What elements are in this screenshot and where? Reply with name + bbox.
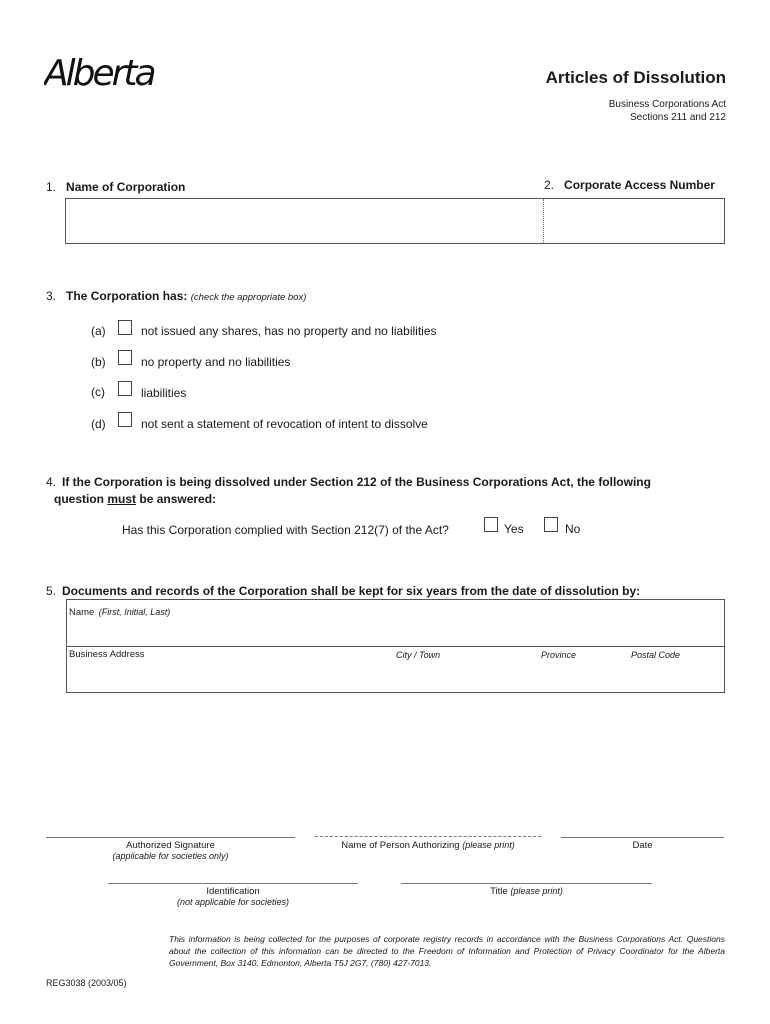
q3-number: 3. — [46, 289, 57, 303]
business-address-label: Business Address — [69, 649, 145, 660]
corporation-name-field[interactable] — [67, 200, 542, 242]
q3-hint: (check the appropriate box) — [190, 292, 307, 303]
option-d-text: not sent a statement of revocation of intent to dissolve — [141, 417, 428, 431]
date-line[interactable] — [561, 837, 724, 838]
q2-label: Corporate Access Number — [564, 178, 715, 192]
act-sections: Sections 211 and 212 — [629, 112, 726, 123]
identification-note: (not applicable for societies) — [176, 897, 290, 907]
q5-label: Documents and records of the Corporation shall be kept for six years from the date of dissolution by: — [62, 584, 641, 598]
q3-heading — [46, 289, 306, 303]
name-hint: (First, Initial, Last) — [98, 607, 171, 617]
q2-number: 2. — [544, 178, 555, 192]
q4-question: Has this Corporation complied with Section 212(7) of the Act? — [122, 523, 449, 537]
title-label — [401, 886, 652, 897]
page-title: Articles of Dissolution — [545, 68, 726, 87]
q4-text-part2b: be answered: — [139, 492, 217, 506]
title-hint: (please print) — [510, 886, 563, 896]
authorized-signature-line[interactable] — [46, 837, 295, 838]
city-label: City / Town — [396, 650, 441, 660]
province-label: Province — [541, 650, 577, 660]
q3-label: The Corporation has: — [66, 289, 188, 303]
records-custodian-box — [66, 599, 725, 693]
q4-text-part1: If the Corporation is being dissolved under Section 212 of the Business Corporations Act, the following — [62, 475, 651, 489]
q5-number: 5. — [46, 584, 57, 598]
identification-label — [108, 886, 358, 907]
q1-label: Name of Corporation — [66, 180, 186, 194]
q4-yes-label: Yes — [504, 522, 524, 536]
identification-line[interactable] — [108, 883, 358, 884]
option-c-letter: (c) — [91, 385, 105, 399]
option-a-text: not issued any shares, has no property and no liabilities — [141, 324, 437, 338]
title-text: Title — [490, 886, 508, 897]
business-address-field[interactable] — [68, 661, 723, 691]
q4-no-checkbox[interactable] — [544, 517, 558, 532]
date-label: Date — [632, 840, 653, 851]
postal-code-label: Postal Code — [631, 650, 681, 660]
title-line[interactable] — [401, 883, 652, 884]
q4-text-part2a: question — [54, 492, 104, 506]
q4-line1 — [46, 474, 726, 491]
authorized-signature-label — [46, 840, 295, 861]
person-authorizing-hint: (please print) — [462, 840, 515, 850]
box-divider — [543, 199, 544, 243]
authorized-signature-text: Authorized Signature — [126, 840, 215, 851]
act-name: Business Corporations Act — [608, 99, 726, 110]
custodian-name-field[interactable] — [68, 614, 723, 644]
person-authorizing-text: Name of Person Authorizing — [341, 840, 460, 851]
form-number: REG3038 (2003/05) — [46, 978, 127, 988]
q1-number: 1. — [46, 180, 57, 194]
person-authorizing-label — [315, 840, 541, 851]
option-c-text: liabilities — [141, 386, 187, 400]
option-b-text: no property and no liabilities — [141, 355, 291, 369]
corporate-access-number-field[interactable] — [545, 200, 723, 242]
option-b-letter: (b) — [91, 355, 106, 369]
q1-heading — [46, 180, 185, 194]
authorized-signature-note: (applicable for societies only) — [112, 851, 229, 861]
q4-heading — [46, 474, 726, 508]
q4-no-label: No — [565, 522, 581, 536]
person-authorizing-line[interactable] — [315, 836, 541, 837]
box2-divider — [67, 646, 724, 647]
alberta-logo-text: Alberta — [44, 53, 154, 92]
option-d-checkbox[interactable] — [118, 412, 132, 427]
name-label: Name — [69, 607, 95, 618]
alberta-logo — [44, 48, 156, 92]
q2-heading — [544, 178, 715, 192]
option-c-checkbox[interactable] — [118, 381, 132, 396]
q4-line2 — [46, 491, 726, 508]
option-a-letter: (a) — [91, 324, 106, 338]
q4-number: 4. — [46, 475, 57, 489]
option-b-checkbox[interactable] — [118, 350, 132, 365]
q5-heading — [46, 584, 640, 598]
identification-text: Identification — [206, 886, 260, 897]
option-d-letter: (d) — [91, 417, 106, 431]
option-a-checkbox[interactable] — [118, 320, 132, 335]
privacy-notice: This information is being collected for the purposes of corporate registry records in accordance with the Business Corporations Act. Questions about the collection of this information can be directed to the Freedom of Information and Protection of Privacy Coordinator for the Alberta Government, Box 3140, Edmonton, Alberta T5J 2G7, (780) 427-7013. — [169, 934, 725, 968]
q4-emphasis: must — [107, 492, 137, 506]
corporation-info-box — [65, 198, 725, 244]
q4-yes-checkbox[interactable] — [484, 517, 498, 532]
